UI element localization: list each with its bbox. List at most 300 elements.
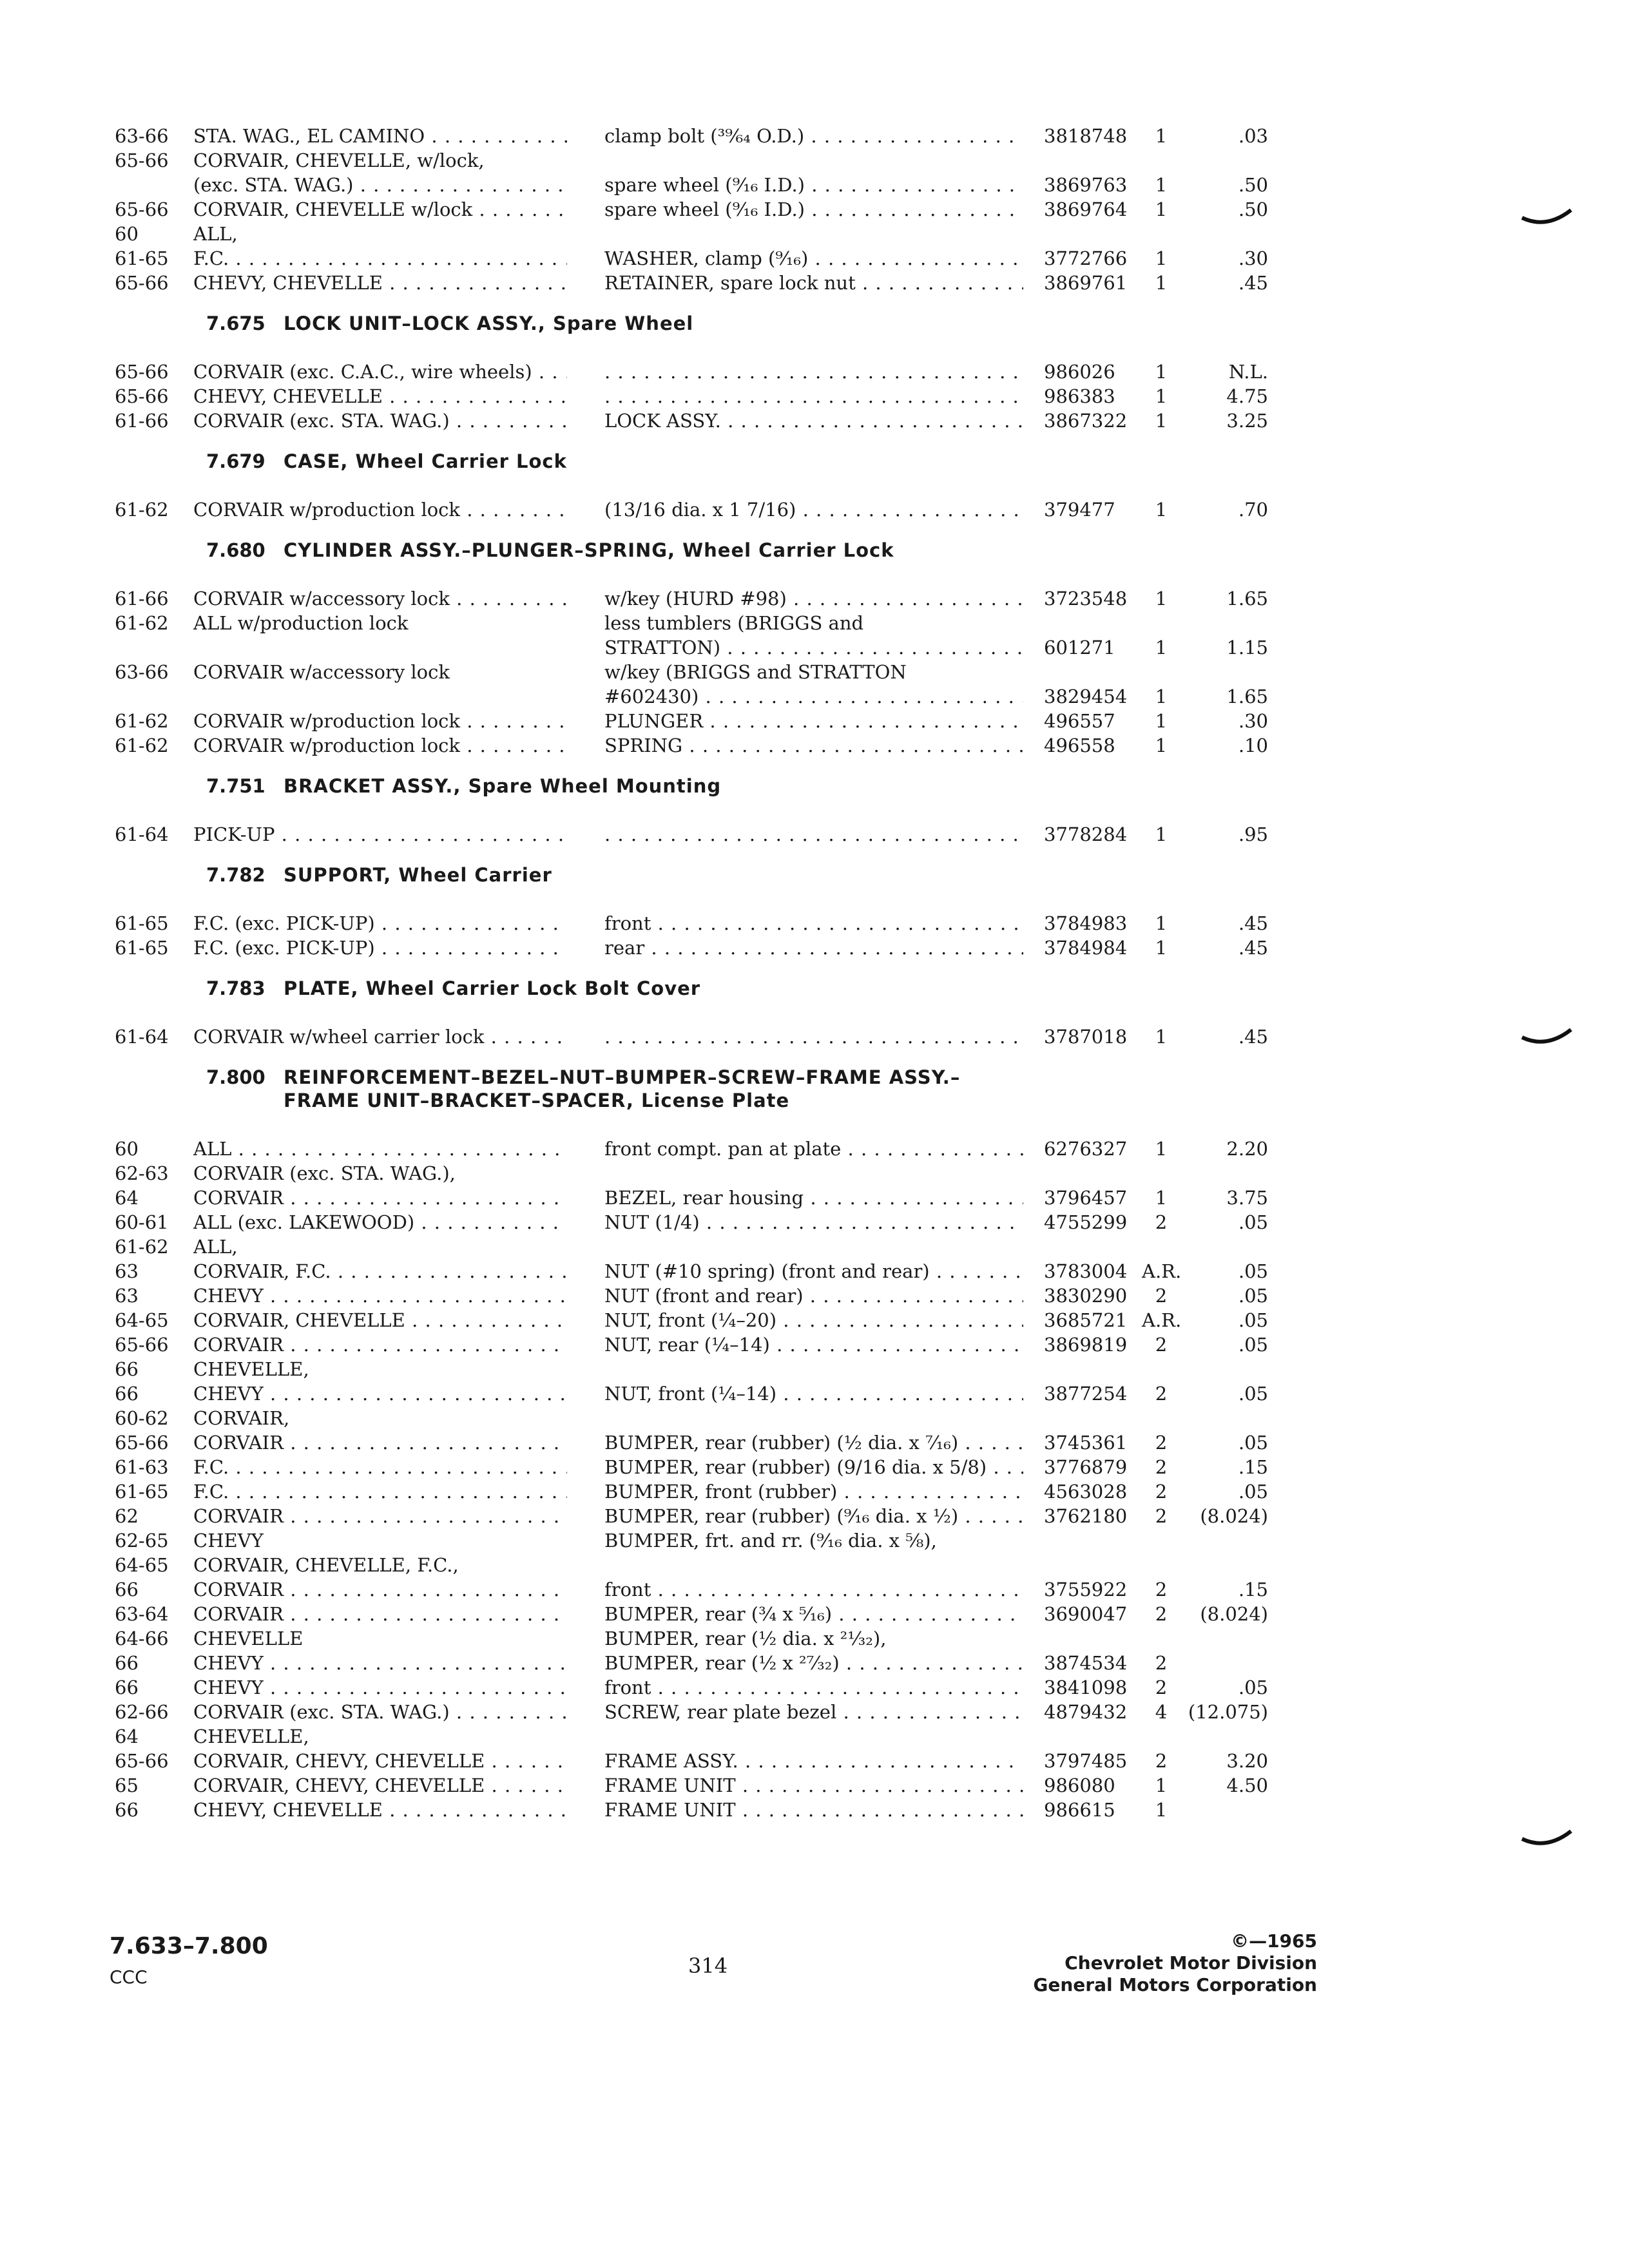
price: 3.20 [1226, 1750, 1268, 1772]
part-description: spare wheel (⁹⁄₁₆ I.D.) . . . [604, 173, 1023, 197]
catalog-section [0, 977, 1629, 1049]
part-number: 4563028 [1044, 1481, 1128, 1503]
binder-mark-icon [1521, 1829, 1572, 1848]
model-years: 60-61 [115, 1211, 169, 1233]
price: .10 [1238, 735, 1268, 756]
part-description [604, 822, 1023, 847]
price: .15 [1238, 1456, 1268, 1478]
section-title-line2: FRAME UNIT–BRACKET–SPACER, License Plate [284, 1090, 790, 1111]
quantity: 1 [1155, 125, 1168, 147]
part-description [604, 360, 1023, 384]
model-years: 63 [115, 1285, 139, 1307]
section-number: 7.680 [206, 539, 265, 561]
part-number: 3829454 [1044, 686, 1128, 707]
model-years: 65-66 [115, 149, 169, 171]
price: 3.75 [1226, 1187, 1268, 1209]
part-row [0, 360, 1629, 384]
parts-listing [0, 124, 1629, 1822]
part-number: 3685721 [1044, 1309, 1128, 1331]
section-heading [0, 450, 1629, 473]
part-description: SPRING . . . [604, 733, 1023, 758]
part-description: front . . . [604, 1577, 1023, 1602]
section-title: SUPPORT, Wheel Carrier [284, 864, 552, 886]
quantity: 2 [1155, 1603, 1168, 1625]
model-application: CORVAIR, CHEVELLE w/lock . . . [193, 197, 567, 222]
part-description: w/key (BRIGGS and STRATTON [604, 661, 907, 683]
binder-mark-icon [1521, 1027, 1572, 1046]
price: .30 [1238, 247, 1268, 269]
model-years: 66 [115, 1579, 139, 1600]
model-application: CORVAIR, CHEVELLE, F.C., [193, 1554, 459, 1576]
model-years: 65-66 [115, 385, 169, 407]
part-row [0, 1553, 1629, 1577]
model-application: ALL w/production lock [193, 612, 409, 634]
model-application: CHEVY, CHEVELLE . . . [193, 271, 567, 295]
model-years: 60 [115, 223, 139, 245]
part-number: 3787018 [1044, 1026, 1128, 1048]
part-description: FRAME UNIT . . . [604, 1798, 1023, 1822]
model-years: 61-62 [115, 499, 169, 521]
model-years: 65-66 [115, 1334, 169, 1356]
price: .45 [1238, 1026, 1268, 1048]
quantity: 1 [1155, 1138, 1168, 1160]
part-description: BEZEL, rear housing . . . [604, 1186, 1023, 1210]
part-row [0, 709, 1629, 733]
price: .05 [1238, 1383, 1268, 1405]
part-row [0, 1308, 1629, 1332]
catalog-section [0, 539, 1629, 758]
part-description [604, 384, 1023, 408]
model-years: 63-66 [115, 661, 169, 683]
part-number: 3784984 [1044, 937, 1128, 959]
price: 2.20 [1226, 1138, 1268, 1160]
part-description: RETAINER, spare lock nut . . . [604, 271, 1023, 295]
part-description: BUMPER, rear (½ x ²⁷⁄₃₂) . . . [604, 1651, 1023, 1675]
quantity: 2 [1155, 1211, 1168, 1233]
part-row [0, 1186, 1629, 1210]
model-years: 61-66 [115, 588, 169, 610]
part-description: SCREW, rear plate bezel . . . [604, 1700, 1023, 1724]
model-years: 65-66 [115, 1432, 169, 1454]
model-years: 66 [115, 1799, 139, 1821]
quantity: 1 [1155, 1187, 1168, 1209]
model-application: CORVAIR, F.C. . . . [193, 1259, 567, 1283]
model-years: 63-64 [115, 1603, 169, 1625]
model-years: 66 [115, 1652, 139, 1674]
model-application: CHEVELLE, [193, 1725, 309, 1747]
model-years: 61-65 [115, 937, 169, 959]
part-description: front . . . [604, 1675, 1023, 1700]
part-number: 4755299 [1044, 1211, 1128, 1233]
model-years: 64-66 [115, 1628, 169, 1649]
model-application: CORVAIR w/wheel carrier lock . . . [193, 1024, 567, 1049]
part-description: NUT (1/4) . . . [604, 1210, 1023, 1235]
section-heading [0, 863, 1629, 887]
part-row [0, 1210, 1629, 1235]
catalog-section [0, 774, 1629, 847]
section-heading-continued [0, 1089, 1629, 1112]
price: .05 [1238, 1285, 1268, 1307]
price: .05 [1238, 1334, 1268, 1356]
part-description: NUT (#10 spring) (front and rear) . . . [604, 1259, 1023, 1283]
part-description: front . . . [604, 911, 1023, 936]
part-description: BUMPER, rear (¾ x ⁵⁄₁₆) . . . [604, 1602, 1023, 1626]
model-years: 65-66 [115, 1750, 169, 1772]
part-description: BUMPER, rear (½ dia. x ²¹⁄₃₂), [604, 1628, 887, 1649]
price: .05 [1238, 1211, 1268, 1233]
price: .05 [1238, 1260, 1268, 1282]
part-row [0, 1161, 1629, 1186]
footer-code: CCC [110, 1966, 148, 1988]
model-application: CORVAIR, CHEVELLE, w/lock, [193, 149, 485, 171]
part-description: STRATTON) . . . [604, 635, 1023, 660]
part-number: 3797485 [1044, 1750, 1128, 1772]
quantity: 1 [1155, 198, 1168, 220]
model-application: CORVAIR (exc. C.A.C., wire wheels) . . . [193, 360, 567, 384]
model-application: CORVAIR, CHEVELLE . . . [193, 1308, 567, 1332]
part-row [0, 1577, 1629, 1602]
model-application: F.C. (exc. PICK-UP) . . . [193, 936, 567, 960]
part-number: 986026 [1044, 361, 1115, 383]
model-application: CORVAIR w/accessory lock [193, 661, 450, 683]
part-row [0, 197, 1629, 222]
model-application: CHEVELLE [193, 1628, 304, 1649]
part-number: 3778284 [1044, 823, 1128, 845]
catalog-section [0, 312, 1629, 433]
section-title: CASE, Wheel Carrier Lock [284, 450, 567, 472]
model-years: 62-65 [115, 1530, 169, 1552]
model-application: CHEVY . . . [193, 1283, 567, 1308]
footer-corporation: General Motors Corporation [1033, 1974, 1317, 1995]
model-years: 60-62 [115, 1407, 169, 1429]
quantity: 1 [1155, 823, 1168, 845]
model-application: F.C. . . . [193, 246, 567, 271]
part-number: 3869763 [1044, 174, 1128, 196]
model-years: 61-62 [115, 1236, 169, 1258]
model-application: ALL (exc. LAKEWOOD) . . . [193, 1210, 567, 1235]
price: (8.024) [1200, 1603, 1268, 1625]
catalog-section [0, 1066, 1629, 1822]
quantity: 1 [1155, 410, 1168, 432]
part-description: BUMPER, frt. and rr. (⁹⁄₁₆ dia. x ⅝), [604, 1530, 937, 1552]
quantity: 2 [1155, 1481, 1168, 1503]
part-number: 3877254 [1044, 1383, 1128, 1405]
model-application: CORVAIR (exc. STA. WAG.) . . . [193, 408, 567, 433]
model-application: CORVAIR, CHEVY, CHEVELLE . . . [193, 1749, 567, 1773]
part-number: 3776879 [1044, 1456, 1128, 1478]
part-number: 3867322 [1044, 410, 1128, 432]
quantity: 2 [1155, 1383, 1168, 1405]
part-row [0, 936, 1629, 960]
part-description: front compt. pan at plate . . . [604, 1137, 1023, 1161]
part-row [0, 684, 1629, 709]
section-title: CYLINDER ASSY.–PLUNGER–SPRING, Wheel Carrier Lock [284, 539, 894, 561]
section-title: PLATE, Wheel Carrier Lock Bolt Cover [284, 977, 701, 999]
part-row [0, 1700, 1629, 1724]
part-description: WASHER, clamp (⁹⁄₁₆) . . . [604, 246, 1023, 271]
model-years: 61-64 [115, 823, 169, 845]
model-application: CORVAIR . . . [193, 1332, 567, 1357]
part-row [0, 1381, 1629, 1406]
model-years: 66 [115, 1383, 139, 1405]
quantity: 1 [1155, 174, 1168, 196]
part-row [0, 1137, 1629, 1161]
quantity: 1 [1155, 272, 1168, 294]
part-description: LOCK ASSY. . . . [604, 408, 1023, 433]
quantity: 2 [1155, 1579, 1168, 1600]
price: .15 [1238, 1579, 1268, 1600]
part-number: 986080 [1044, 1774, 1115, 1796]
part-row [0, 148, 1629, 173]
part-row [0, 1406, 1629, 1430]
section-number: 7.675 [206, 312, 265, 334]
quantity: 2 [1155, 1456, 1168, 1478]
model-application: CORVAIR (exc. STA. WAG.), [193, 1162, 456, 1184]
part-row [0, 1602, 1629, 1626]
model-application: CHEVY, CHEVELLE . . . [193, 384, 567, 408]
model-application: PICK-UP . . . [193, 822, 567, 847]
section-heading [0, 312, 1629, 335]
part-row [0, 1259, 1629, 1283]
part-row [0, 586, 1629, 611]
part-row [0, 1455, 1629, 1479]
part-number: 986383 [1044, 385, 1115, 407]
quantity: 1 [1155, 937, 1168, 959]
part-number: 3830290 [1044, 1285, 1128, 1307]
model-years: 61-65 [115, 912, 169, 934]
part-number: 3818748 [1044, 125, 1128, 147]
model-application: F.C. . . . [193, 1455, 567, 1479]
part-row [0, 246, 1629, 271]
quantity: 2 [1155, 1432, 1168, 1454]
quantity: 2 [1155, 1652, 1168, 1674]
model-years: 64 [115, 1725, 139, 1747]
price: (8.024) [1200, 1505, 1268, 1527]
quantity: 1 [1155, 361, 1168, 383]
section-number: 7.679 [206, 450, 265, 472]
footer-division: Chevrolet Motor Division [1065, 1952, 1317, 1974]
model-application: CHEVY . . . [193, 1651, 567, 1675]
part-number: 3745361 [1044, 1432, 1128, 1454]
part-row [0, 1798, 1629, 1822]
catalog-section [0, 863, 1629, 960]
quantity: 1 [1155, 1799, 1168, 1821]
model-years: 64-65 [115, 1309, 169, 1331]
section-title: REINFORCEMENT–BEZEL–NUT–BUMPER–SCREW–FRAME ASSY.– [284, 1066, 961, 1088]
part-row [0, 822, 1629, 847]
section-heading [0, 977, 1629, 1000]
price: .05 [1238, 1432, 1268, 1454]
footer-copyright: ©—1965 [1231, 1930, 1317, 1952]
part-row [0, 497, 1629, 522]
price: .05 [1238, 1677, 1268, 1698]
quantity: 1 [1155, 686, 1168, 707]
part-description: BUMPER, rear (rubber) (9/16 dia. x 5/8) . . . [604, 1455, 1023, 1479]
model-years: 61-65 [115, 247, 169, 269]
price: 4.75 [1226, 385, 1268, 407]
quantity: 2 [1155, 1334, 1168, 1356]
footer-range: 7.633–7.800 [110, 1933, 268, 1959]
part-number: 496558 [1044, 735, 1115, 756]
model-application: CORVAIR . . . [193, 1577, 567, 1602]
model-years: 60 [115, 1138, 139, 1160]
price: .45 [1238, 272, 1268, 294]
part-row [0, 1024, 1629, 1049]
part-description: clamp bolt (³⁹⁄₆₄ O.D.) . . . [604, 124, 1023, 148]
quantity: 2 [1155, 1677, 1168, 1698]
quantity: 2 [1155, 1750, 1168, 1772]
part-row [0, 911, 1629, 936]
price: .45 [1238, 937, 1268, 959]
part-row [0, 1430, 1629, 1455]
model-years: 64-65 [115, 1554, 169, 1576]
model-years: 66 [115, 1677, 139, 1698]
quantity: A.R. [1142, 1309, 1182, 1331]
model-years: 62-63 [115, 1162, 169, 1184]
part-description: w/key (HURD #98) . . . [604, 586, 1023, 611]
part-row [0, 611, 1629, 635]
part-row [0, 1504, 1629, 1528]
part-row [0, 124, 1629, 148]
model-application: CORVAIR . . . [193, 1186, 567, 1210]
model-years: 65-66 [115, 272, 169, 294]
part-description: NUT, front (¼–14) . . . [604, 1381, 1023, 1406]
model-application: CORVAIR w/production lock . . . [193, 709, 567, 733]
part-row [0, 1749, 1629, 1773]
part-number: 379477 [1044, 499, 1115, 521]
part-row [0, 1651, 1629, 1675]
part-number: 3772766 [1044, 247, 1128, 269]
model-years: 61-65 [115, 1481, 169, 1503]
part-description [604, 1024, 1023, 1049]
part-description: (13/16 dia. x 1 7/16) . . . [604, 497, 1023, 522]
quantity: 1 [1155, 499, 1168, 521]
price: .03 [1238, 125, 1268, 147]
part-row [0, 660, 1629, 684]
price: .50 [1238, 174, 1268, 196]
model-application: (exc. STA. WAG.) . . . [193, 173, 567, 197]
part-row [0, 1235, 1629, 1259]
part-description: BUMPER, rear (rubber) (⁹⁄₁₆ dia. x ½) . . . [604, 1504, 1023, 1528]
part-row [0, 1357, 1629, 1381]
quantity: 1 [1155, 1774, 1168, 1796]
part-row [0, 733, 1629, 758]
part-row [0, 408, 1629, 433]
part-row [0, 635, 1629, 660]
model-application: CORVAIR, [193, 1407, 290, 1429]
quantity: 2 [1155, 1505, 1168, 1527]
model-application: CHEVY . . . [193, 1381, 567, 1406]
model-years: 61-62 [115, 735, 169, 756]
part-number: 601271 [1044, 637, 1115, 658]
part-description: FRAME UNIT . . . [604, 1773, 1023, 1798]
section-title: BRACKET ASSY., Spare Wheel Mounting [284, 775, 722, 797]
model-application: CORVAIR . . . [193, 1430, 567, 1455]
part-number: 3762180 [1044, 1505, 1128, 1527]
model-application: CHEVY [193, 1530, 264, 1552]
quantity: 1 [1155, 912, 1168, 934]
model-years: 65 [115, 1774, 139, 1796]
model-application: CHEVY . . . [193, 1675, 567, 1700]
model-years: 66 [115, 1358, 139, 1380]
part-row [0, 384, 1629, 408]
binder-mark-icon [1521, 207, 1572, 227]
model-application: ALL . . . [193, 1137, 567, 1161]
part-number: 3869764 [1044, 198, 1128, 220]
quantity: 1 [1155, 735, 1168, 756]
part-row [0, 271, 1629, 295]
part-row [0, 1283, 1629, 1308]
part-row [0, 222, 1629, 246]
part-number: 3841098 [1044, 1677, 1128, 1698]
quantity: 1 [1155, 247, 1168, 269]
section-heading [0, 1066, 1629, 1089]
part-number: 4879432 [1044, 1701, 1128, 1723]
model-years: 61-62 [115, 612, 169, 634]
model-application: CORVAIR w/production lock . . . [193, 497, 567, 522]
part-description: BUMPER, rear (rubber) (½ dia. x ⁷⁄₁₆) . . . [604, 1430, 1023, 1455]
part-number: 3796457 [1044, 1187, 1128, 1209]
part-number: 3869819 [1044, 1334, 1128, 1356]
model-application: F.C. (exc. PICK-UP) . . . [193, 911, 567, 936]
part-row [0, 1479, 1629, 1504]
part-description: less tumblers (BRIGGS and [604, 612, 864, 634]
part-number: 3723548 [1044, 588, 1128, 610]
part-number: 3783004 [1044, 1260, 1128, 1282]
part-description: rear . . . [604, 936, 1023, 960]
model-years: 65-66 [115, 198, 169, 220]
part-row [0, 1773, 1629, 1798]
quantity: 1 [1155, 588, 1168, 610]
part-description: NUT (front and rear) . . . [604, 1283, 1023, 1308]
price: .05 [1238, 1309, 1268, 1331]
section-number: 7.800 [206, 1066, 265, 1088]
part-description: PLUNGER . . . [604, 709, 1023, 733]
part-number: 3690047 [1044, 1603, 1128, 1625]
quantity: 2 [1155, 1285, 1168, 1307]
quantity: A.R. [1142, 1260, 1182, 1282]
price: 3.25 [1226, 410, 1268, 432]
model-years: 61-64 [115, 1026, 169, 1048]
part-row [0, 1332, 1629, 1357]
model-years: 62-66 [115, 1701, 169, 1723]
model-years: 61-66 [115, 410, 169, 432]
section-heading [0, 539, 1629, 562]
model-years: 61-62 [115, 710, 169, 732]
model-years: 63 [115, 1260, 139, 1282]
section-heading [0, 774, 1629, 798]
model-application: CORVAIR w/accessory lock . . . [193, 586, 567, 611]
price: .50 [1238, 198, 1268, 220]
model-application: CORVAIR, CHEVY, CHEVELLE . . . [193, 1773, 567, 1798]
part-description: BUMPER, front (rubber) . . . [604, 1479, 1023, 1504]
model-application: ALL, [193, 1236, 238, 1258]
part-description: #602430) . . . [604, 684, 1023, 709]
part-description: NUT, front (¼–20) . . . [604, 1308, 1023, 1332]
part-row [0, 1724, 1629, 1749]
part-row [0, 1528, 1629, 1553]
quantity: 1 [1155, 710, 1168, 732]
model-years: 63-66 [115, 125, 169, 147]
price: .95 [1238, 823, 1268, 845]
price: .45 [1238, 912, 1268, 934]
part-number: 6276327 [1044, 1138, 1128, 1160]
model-years: 65-66 [115, 361, 169, 383]
price: 1.15 [1226, 637, 1268, 658]
section-number: 7.751 [206, 775, 265, 797]
price: .30 [1238, 710, 1268, 732]
quantity: 1 [1155, 637, 1168, 658]
